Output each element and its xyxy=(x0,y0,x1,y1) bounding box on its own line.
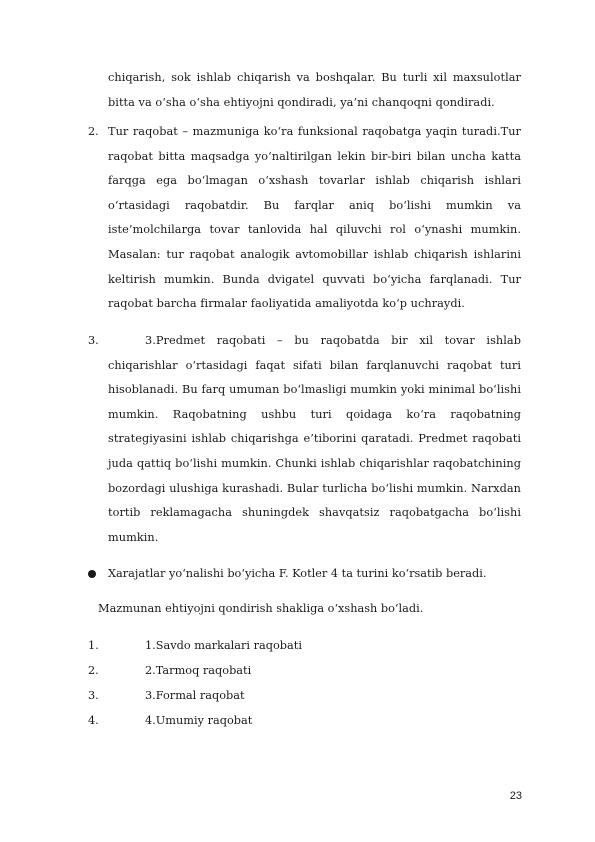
list-item-number: 4. xyxy=(88,714,99,727)
subheading: Mazmunan ehtiyojni qondirish shakliga o‘xshash bo‘ladi. xyxy=(98,602,424,615)
item-2-number: 2. xyxy=(88,125,99,138)
list-item-number: 2. xyxy=(88,664,99,677)
item-2-paragraph: Tur raqobat – mazmuniga ko‘ra funksional raqobatga yaqin turadi.Tur raqobat bitta maqsadga yo‘naltirilgan lekin bir-biri bilan uncha katta farqga ega bo‘lmagan o‘xshash tovarlar ishlab chiqarish ishlari o‘rtasidagi raqobatdir. Bu farqlar aniq bo‘lishi mumkin va iste’molchilarga tovar tanlovida hal qiluvchi rol o‘ynashi mumkin. Masalan: tur raqobat analogik avtomobillar ishlab chiqarish ishlarini keltirish mumkin. Bunda dvigatel quvvati bo‘yicha farqlanadi. Tur raqobat barcha firmalar faoliyatida amaliyotda ko‘p uchraydi. xyxy=(108,125,521,311)
bullet-dot-icon xyxy=(88,570,96,578)
list-item: 3.Formal raqobat xyxy=(145,689,245,702)
list-item: 4.Umumiy raqobat xyxy=(145,714,253,727)
list-item: 1.Savdo markalari raqobati xyxy=(145,639,302,652)
list-item: 2.Tarmoq raqobati xyxy=(145,664,252,677)
item-3-number: 3. xyxy=(88,334,99,347)
list-item-number: 3. xyxy=(88,689,99,702)
intro-paragraph: chiqarish, sok ishlab chiqarish va boshqalar. Bu turli xil maxsulotlar bitta va o‘sha o‘sha ehtiyojni qondiradi, ya’ni chanqoqni qondiradi. xyxy=(108,71,521,109)
item-3-paragraph: 3.Predmet raqobati – bu raqobatda bir xil tovar ishlab chiqarishlar o‘rtasidagi faqat sifati bilan farqlanuvchi raqobat turi hisoblanadi. Bu farq umuman bo‘lmasligi mumkin yoki minimal bo‘lishi mumkin. Raqobatning ushbu turi qoidaga ko‘ra raqobatning strategiyasini ishlab chiqarishga e’tiborini qaratadi. Predmet raqobati juda qattiq bo‘lishi mumkin. Chunki ishlab chiqarishlar raqobatchining bozordagi ulushiga kurashadi. Bular turlicha bo‘lishi mumkin. Narxdan tortib reklamagacha shuningdek shavqatsiz raqobatgacha bo‘lishi mumkin. xyxy=(108,334,521,544)
bullet-text: Xarajatlar yo‘nalishi bo‘yicha F. Kotler 4 ta turini ko‘rsatib beradi. xyxy=(108,567,487,580)
page-number: 23 xyxy=(509,790,522,802)
list-item-number: 1. xyxy=(88,639,99,652)
